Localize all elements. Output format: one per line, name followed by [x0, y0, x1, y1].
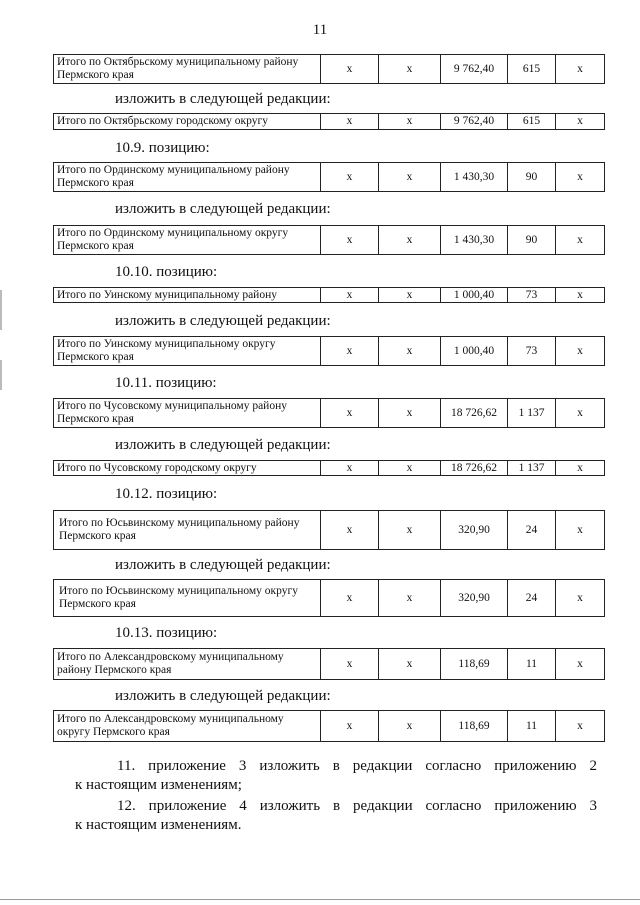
- cell-amount: 1 430,30: [441, 226, 508, 255]
- row-name: Итого по Юсьвинскому муниципальному району Пермского края: [54, 511, 321, 550]
- cell: x: [556, 580, 605, 617]
- position-caption: 10.11. позицию:: [115, 375, 217, 391]
- cell-amount: 1 430,30: [441, 163, 508, 192]
- cell-count: 11: [508, 711, 556, 742]
- paragraph-line: к настоящим изменениям;: [75, 777, 242, 793]
- cell: x: [556, 461, 605, 476]
- cell: x: [556, 226, 605, 255]
- cell-count: 1 137: [508, 399, 556, 428]
- position-caption: 10.12. позицию:: [115, 486, 218, 502]
- position-caption: 10.9. позицию:: [115, 140, 210, 156]
- cell: x: [379, 226, 441, 255]
- cell: x: [379, 337, 441, 366]
- row-name: Итого по Чусовскому муниципальному району Пермского края: [54, 399, 321, 428]
- cell: x: [379, 649, 441, 680]
- cell: x: [321, 288, 379, 303]
- cell: x: [379, 399, 441, 428]
- cell: x: [556, 399, 605, 428]
- paragraph-line: 12. приложение 4 изложить в редакции согласно приложению 3: [117, 798, 597, 814]
- cell: x: [556, 337, 605, 366]
- cell: x: [321, 55, 379, 84]
- table-row-new: [53, 225, 605, 255]
- table-row-old: [53, 398, 605, 428]
- cell-count: 73: [508, 337, 556, 366]
- cell-count: 11: [508, 649, 556, 680]
- cell-count: 1 137: [508, 461, 556, 476]
- paragraph-item-11: [75, 757, 597, 795]
- cell: x: [321, 163, 379, 192]
- instruction-text: изложить в следующей редакции:: [115, 91, 331, 107]
- table-row-old: [53, 287, 605, 303]
- cell-amount: 320,90: [441, 511, 508, 550]
- cell-amount: 9 762,40: [441, 114, 508, 130]
- cell-amount: 9 762,40: [441, 55, 508, 84]
- cell: x: [379, 55, 441, 84]
- position-caption: 10.13. позицию:: [115, 625, 218, 641]
- table-row-new: [53, 113, 605, 130]
- table-row-old: [53, 162, 605, 192]
- row-name: Итого по Октябрьскому муниципальному району Пермского края: [54, 55, 321, 84]
- paragraph-item-12: [75, 797, 597, 835]
- cell-count: 24: [508, 511, 556, 550]
- cell: x: [379, 711, 441, 742]
- cell: x: [556, 649, 605, 680]
- cell: x: [321, 399, 379, 428]
- row-name: Итого по Чусовскому городскому округу: [54, 461, 321, 476]
- row-name: Итого по Уинскому муниципальному району: [54, 288, 321, 303]
- scan-edge-mark: [0, 360, 2, 390]
- cell-count: 90: [508, 163, 556, 192]
- cell: x: [556, 55, 605, 84]
- cell-amount: 18 726,62: [441, 461, 508, 476]
- cell: x: [379, 511, 441, 550]
- table-row-new: [53, 710, 605, 742]
- cell-amount: 118,69: [441, 649, 508, 680]
- cell: x: [556, 511, 605, 550]
- table-row-new: [53, 579, 605, 617]
- cell: x: [321, 649, 379, 680]
- instruction-text: изложить в следующей редакции:: [115, 688, 331, 704]
- row-name: Итого по Октябрьскому городскому округу: [54, 114, 321, 130]
- cell: x: [321, 114, 379, 130]
- cell: x: [379, 461, 441, 476]
- cell: x: [379, 163, 441, 192]
- cell-count: 73: [508, 288, 556, 303]
- position-caption: 10.10. позицию:: [115, 264, 218, 280]
- cell: x: [379, 580, 441, 617]
- paragraph-line: 11. приложение 3 изложить в редакции согласно приложению 2: [117, 758, 597, 774]
- instruction-text: изложить в следующей редакции:: [115, 201, 331, 217]
- cell-count: 90: [508, 226, 556, 255]
- cell: x: [556, 711, 605, 742]
- cell-count: 615: [508, 114, 556, 130]
- cell: x: [379, 114, 441, 130]
- cell: x: [321, 337, 379, 366]
- cell: x: [321, 580, 379, 617]
- cell: x: [556, 114, 605, 130]
- cell: x: [321, 226, 379, 255]
- table-row-new: [53, 336, 605, 366]
- instruction-text: изложить в следующей редакции:: [115, 437, 331, 453]
- table-row-old: [53, 54, 605, 84]
- cell-amount: 18 726,62: [441, 399, 508, 428]
- table-row-new: [53, 460, 605, 476]
- row-name: Итого по Александровскому муниципальному району Пермского края: [54, 649, 321, 680]
- cell: x: [556, 288, 605, 303]
- row-name: Итого по Александровскому муниципальному округу Пермского края: [54, 711, 321, 742]
- cell: x: [321, 461, 379, 476]
- row-name: Итого по Ординскому муниципальному округу Пермского края: [54, 226, 321, 255]
- cell-count: 24: [508, 580, 556, 617]
- instruction-text: изложить в следующей редакции:: [115, 557, 331, 573]
- cell: x: [379, 288, 441, 303]
- row-name: Итого по Уинскому муниципальному округу Пермского края: [54, 337, 321, 366]
- cell-amount: 320,90: [441, 580, 508, 617]
- cell: x: [321, 511, 379, 550]
- cell-amount: 1 000,40: [441, 288, 508, 303]
- row-name: Итого по Ординскому муниципальному району Пермского края: [54, 163, 321, 192]
- cell: x: [321, 711, 379, 742]
- cell: x: [556, 163, 605, 192]
- cell-amount: 118,69: [441, 711, 508, 742]
- cell-count: 615: [508, 55, 556, 84]
- table-row-old: [53, 510, 605, 550]
- row-name: Итого по Юсьвинскому муниципальному округу Пермского края: [54, 580, 321, 617]
- paragraph-line: к настоящим изменениям.: [75, 817, 242, 833]
- page-number: 11: [312, 22, 328, 38]
- instruction-text: изложить в следующей редакции:: [115, 313, 331, 329]
- cell-amount: 1 000,40: [441, 337, 508, 366]
- table-row-old: [53, 648, 605, 680]
- scan-edge-mark: [0, 290, 2, 330]
- scan-bottom-edge: [0, 899, 640, 900]
